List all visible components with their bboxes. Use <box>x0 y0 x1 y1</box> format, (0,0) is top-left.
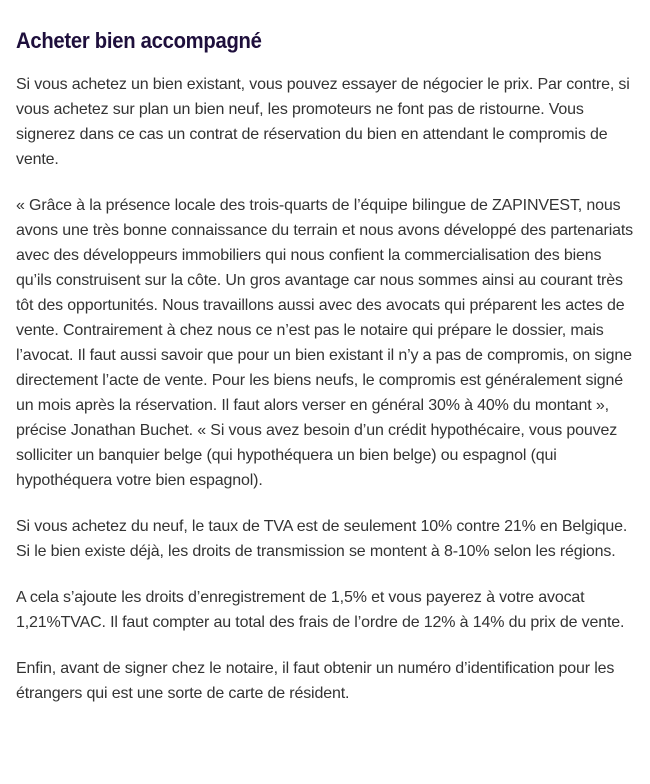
paragraph-tva: Si vous achetez du neuf, le taux de TVA est de seulement 10% contre 21% en Belgique. Si le bien existe déjà, les droits de transmission se montent à 8-10% selon les régions. <box>16 518 628 560</box>
paragraph-fees: A cela s’ajoute les droits d’enregistrement de 1,5% et vous payerez à votre avocat 1,21%TVAC. Il faut compter au total des frais de l’ordre de 12% à 14% du prix de vente. <box>16 589 625 631</box>
paragraph-identification: Enfin, avant de signer chez le notaire, il faut obtenir un numéro d’identification pour les étrangers qui est une sorte de carte de résident. <box>16 660 615 702</box>
paragraph-negotiation: Si vous achetez un bien existant, vous pouvez essayer de négocier le prix. Par contre, si vous achetez sur plan un bien neuf, les promoteurs ne font pas de ristourne. Vous signerez dans ce cas un contrat de réservation du bien en attendant le compromis de vente. <box>16 76 630 168</box>
article-heading: Acheter bien accompagné <box>16 28 262 53</box>
paragraph-quote-zapinvest: « Grâce à la présence locale des trois-quarts de l’équipe bilingue de ZAPINVEST, nous avons une très bonne connaissance du terrain et nous avons développé des partenariats avec des développeurs immobiliers qui nous confient la commercialisation des biens qu’ils construisent sur la côte. Un gros avantage car nous sommes ainsi au courant très tôt des opportunités. Nous travaillons aussi avec des avocats qui préparent les actes de vente. Contrairement à chez nous ce n’est pas le notaire qui prépare le dossier, mais l’avocat. Il faut aussi savoir que pour un bien existant il n’y a pas de compromis, on signe directement l’acte de vente. Pour les biens neufs, le compromis est généralement signé un mois après la réservation. Il faut alors verser en général 30% à 40% du montant », précise Jonathan Buchet. « Si vous avez besoin d’un crédit hypothécaire, vous pouvez solliciter un banquier belge (qui hypothéquera un bien belge) ou espagnol (qui hypothéquera votre bien espagnol). <box>16 197 634 489</box>
